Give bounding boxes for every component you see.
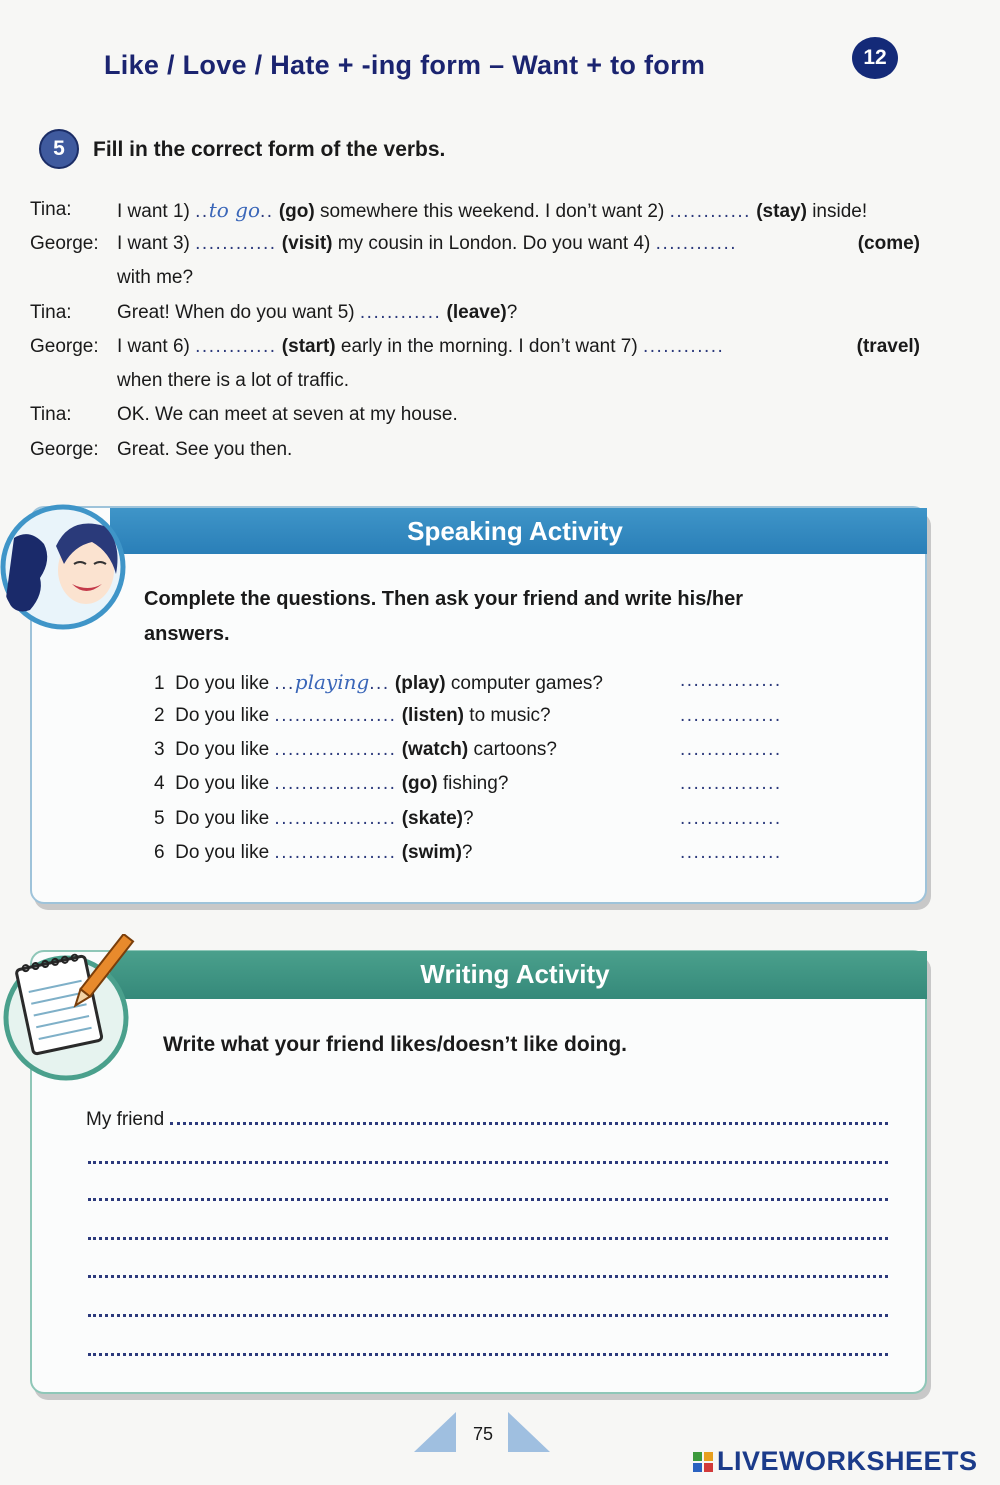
writing-line-7[interactable]	[88, 1352, 888, 1356]
speaker-label: George:	[30, 439, 99, 460]
verb-hint: (stay)	[756, 201, 807, 222]
dialogue-line-4	[117, 337, 724, 356]
answer-blank-7[interactable]: ............	[642, 336, 725, 357]
exercise-instruction: Fill in the correct form of the verbs.	[93, 138, 446, 161]
page-title: Like / Love / Hate + -ing form – Want + to form	[104, 50, 706, 80]
dialogue-text: my cousin in London. Do you want 4)	[337, 233, 651, 254]
answer-blank-6[interactable]: ............	[195, 336, 277, 357]
friend-answer-blank-1[interactable]: ...............	[680, 670, 782, 691]
dialogue-continuation: with me?	[117, 267, 194, 288]
dialogue-line-3: Great! When do you want 5) ............ (leave)?	[117, 302, 518, 323]
dialogue-text: early in the morning. I don’t want 7)	[340, 336, 638, 357]
verb-hint: (go)	[278, 201, 315, 222]
question-answer-blank-6[interactable]: ..................	[274, 842, 397, 863]
answer-blank-4[interactable]: ............	[655, 233, 738, 254]
question-answer-blank-3[interactable]: ..................	[274, 739, 397, 760]
question-answer-blank-1[interactable]: playing	[294, 670, 370, 694]
speaking-title: Speaking Activity	[407, 516, 623, 546]
question-4: 4 Do you like .................. (go) fishing?	[154, 773, 509, 794]
verb-hint: (go)	[401, 773, 438, 794]
verb-hint: (swim)	[401, 842, 462, 863]
speaker-label: Tina:	[30, 199, 72, 220]
verb-hint: (leave)	[446, 302, 507, 323]
question-6: 6 Do you like .................. (swim)?	[154, 842, 473, 863]
writing-line-5[interactable]	[88, 1274, 888, 1278]
speaker-label: George:	[30, 233, 99, 254]
verb-hint: (watch)	[401, 739, 469, 760]
speaker-label: Tina:	[30, 302, 72, 323]
question-answer-blank-4[interactable]: ..................	[274, 773, 397, 794]
writing-instruction: Write what your friend likes/doesn’t like doing.	[163, 1033, 628, 1056]
question-3: 3 Do you like .................. (watch) cartoons?	[154, 739, 557, 760]
answer-blank-3[interactable]: ............	[195, 233, 277, 254]
answer-blank-5[interactable]: ............	[359, 302, 442, 323]
verb-hint: (play)	[394, 673, 446, 694]
speaking-faces-icon	[0, 498, 126, 636]
dialogue-line-6: Great. See you then.	[117, 439, 293, 460]
speaker-label: George:	[30, 336, 99, 357]
writing-starter: My friend	[86, 1109, 165, 1130]
friend-answer-blank-4[interactable]: ...............	[680, 773, 782, 794]
verb-hint: (skate)	[401, 808, 463, 829]
speaker-label: Tina:	[30, 404, 72, 425]
friend-answer-blank-5[interactable]: ...............	[680, 808, 782, 829]
question-1: 1 Do you like ...playing... (play) computer games?	[154, 670, 603, 694]
page-number: 75	[472, 1424, 494, 1444]
writing-line-4[interactable]	[88, 1236, 888, 1240]
dialogue-text: I want 1)	[117, 201, 190, 222]
dialogue-text: somewhere this weekend. I don’t want 2)	[320, 201, 665, 222]
writing-line-2[interactable]	[88, 1160, 888, 1164]
verb-hint: (come)	[857, 233, 920, 254]
dialogue-line-2	[117, 234, 737, 253]
writing-title: Writing Activity	[420, 959, 610, 989]
verb-hint: (travel)	[856, 336, 920, 357]
exercise-number-badge: 5	[39, 129, 79, 169]
unit-number-badge: 12	[852, 37, 898, 79]
logo-grid-icon	[693, 1452, 713, 1472]
friend-answer-blank-6[interactable]: ...............	[680, 842, 782, 863]
writing-line-1[interactable]	[170, 1121, 888, 1125]
speaking-instruction: Complete the questions. Then ask your friend and write his/her answers.	[144, 588, 743, 645]
verb-hint: (start)	[281, 336, 336, 357]
friend-answer-blank-3[interactable]: ...............	[680, 739, 782, 760]
question-answer-blank-5[interactable]: ..................	[274, 808, 397, 829]
dialogue-text: I want 6)	[117, 336, 190, 357]
friend-answer-blank-2[interactable]: ...............	[680, 705, 782, 726]
dialogue-text: I want 3)	[117, 233, 190, 254]
dialogue-line-5: OK. We can meet at seven at my house.	[117, 404, 458, 425]
answer-blank-1[interactable]: to go	[208, 198, 260, 222]
question-answer-blank-2[interactable]: ..................	[274, 705, 397, 726]
writing-line-3[interactable]	[88, 1197, 888, 1201]
writing-panel	[30, 950, 927, 1394]
writing-line-6[interactable]	[88, 1313, 888, 1317]
liveworksheets-logo: LIVEWORKSHEETS	[693, 1446, 978, 1477]
dialogue-continuation: when there is a lot of traffic.	[117, 370, 349, 391]
answer-blank-2[interactable]: ............	[669, 201, 751, 222]
dialogue-text: inside!	[812, 201, 868, 222]
verb-hint: (visit)	[281, 233, 333, 254]
dialogue-line-1: I want 1) ..to go.. (go) somewhere this weekend. I don’t want 2) ............ (stay) inside!	[117, 198, 868, 222]
notepad-pencil-icon	[0, 934, 140, 1084]
dialogue-text: Great! When do you want 5)	[117, 302, 355, 323]
verb-hint: (listen)	[401, 705, 465, 726]
question-5: 5 Do you like .................. (skate)?	[154, 808, 474, 829]
question-2: 2 Do you like .................. (listen) to music?	[154, 705, 551, 726]
